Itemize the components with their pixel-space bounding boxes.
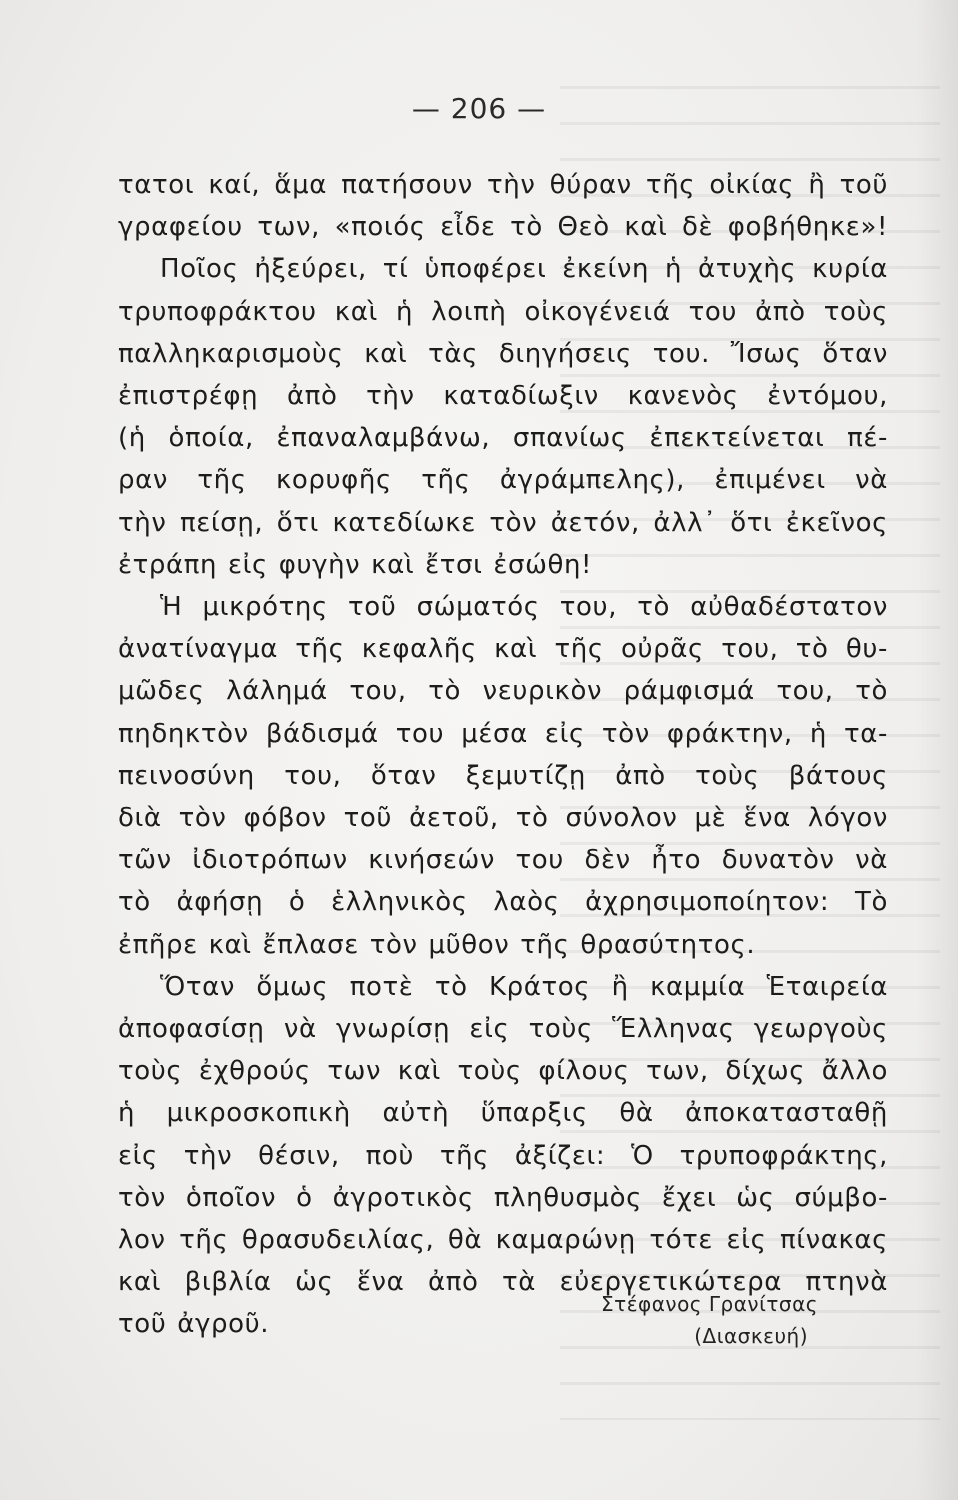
text-line: ἐπιστρέφῃ ἀπὸ τὴν καταδίωξιν κανενὸς ἐντόμου, [118,381,888,412]
page-number: — 206 — [411,92,547,125]
signature-author: Στέφανος Γρανίτσας [601,1292,818,1316]
text-line: (ἡ ὁποία, ἐπαναλαμβάνω, σπανίως ἐπεκτείνεται πέ- [118,423,888,454]
text-line: τὸν ὁποῖον ὁ ἀγροτικὸς πληθυσμὸς ἔχει ὡς σύμβο- [118,1182,888,1213]
text-line: Ποῖος ἠξεύρει, τί ὑποφέρει ἐκείνη ἡ ἀτυχὴς κυρία [160,254,888,285]
text-line: τῶν ἰδιοτρόπων κινήσεών του δὲν ἦτο δυνατὸν νὰ [118,845,888,876]
text-line: ραν τῆς κορυφῆς τῆς ἀγράμπελης), ἐπιμένει νὰ [118,465,888,496]
text-line: ἐπῆρε καὶ ἔπλασε τὸν μῦθον τῆς θρασύτητος. [118,929,756,960]
signature-block [601,1288,818,1352]
text-line: τὴν πείσῃ, ὅτι κατεδίωκε τὸν ἀετόν, ἀλλ᾿ ὅτι ἐκεῖνος [118,507,888,538]
text-line: πεινοσύνη του, ὅταν ξεμυτίζῃ ἀπὸ τοὺς βάτους [118,760,888,791]
text-line: Ὅταν ὅμως ποτὲ τὸ Κράτος ἢ καμμία Ἑταιρεία [160,971,888,1002]
text-line: τατοι καί, ἅμα πατήσουν τὴν θύραν τῆς οἰκίας ἢ τοῦ [118,170,888,200]
text-line: μῶδες λάλημά του, τὸ νευρικὸν ράμφισμά του, τὸ [118,676,888,707]
text-line: ἐτράπη εἰς φυγὴν καὶ ἔτσι ἐσώθη! [118,549,593,580]
text-line: διὰ τὸν φόβον τοῦ ἀετοῦ, τὸ σύνολον μὲ ἕνα λόγον [118,803,888,834]
page-edge-shadow [916,0,958,1500]
signature-note: (Διασκευή) [694,1324,808,1348]
text-line: ἀποφασίσῃ νὰ γνωρίσῃ εἰς τοὺς Ἕλληνας γεωργοὺς [118,1014,888,1045]
text-line: ἡ μικροσκοπικὴ αὐτὴ ὕπαρξις θὰ ἀποκατασταθῇ [118,1098,888,1129]
text-line: εἰς τὴν θέσιν, ποὺ τῆς ἀξίζει: Ὁ τρυποφράκτης, [118,1140,888,1171]
text-line: τὸ ἀφήσῃ ὁ ἑλληνικὸς λαὸς ἀχρησιμοποίητον: Τὸ [118,887,888,918]
text-line: πηδηκτὸν βάδισμά του μέσα εἰς τὸν φράκτην, ἡ τα- [118,718,888,749]
text-line: τοὺς ἐχθρούς των καὶ τοὺς φίλους των, δίχως ἄλλο [118,1056,888,1087]
body-text [118,164,888,1346]
text-line: παλληκαρισμοὺς καὶ τὰς διηγήσεις του. Ἴσως ὅταν [118,338,888,369]
text-line: Ἡ μικρότης τοῦ σώματός του, τὸ αὐθαδέστατον [160,592,888,623]
text-line: τρυποφράκτου καὶ ἡ λοιπὴ οἰκογένειά του ἀπὸ τοὺς [118,296,888,327]
text-line: ἀνατίναγμα τῆς κεφαλῆς καὶ τῆς οὐρᾶς του, τὸ θυ- [118,634,888,665]
text-line: λον τῆς θρασυδειλίας, θὰ καμαρώνῃ τότε εἰς πίνακας [118,1225,888,1256]
text-line: τοῦ ἀγροῦ. [118,1309,270,1340]
text-line: καὶ βιβλία ὡς ἕνα ἀπὸ τὰ εὐεργετικώτερα πτηνὰ [118,1267,888,1298]
text-line: γραφείου των, «ποιός εἶδε τὸ Θεὸ καὶ δὲ φοβήθηκε»! [118,212,888,243]
